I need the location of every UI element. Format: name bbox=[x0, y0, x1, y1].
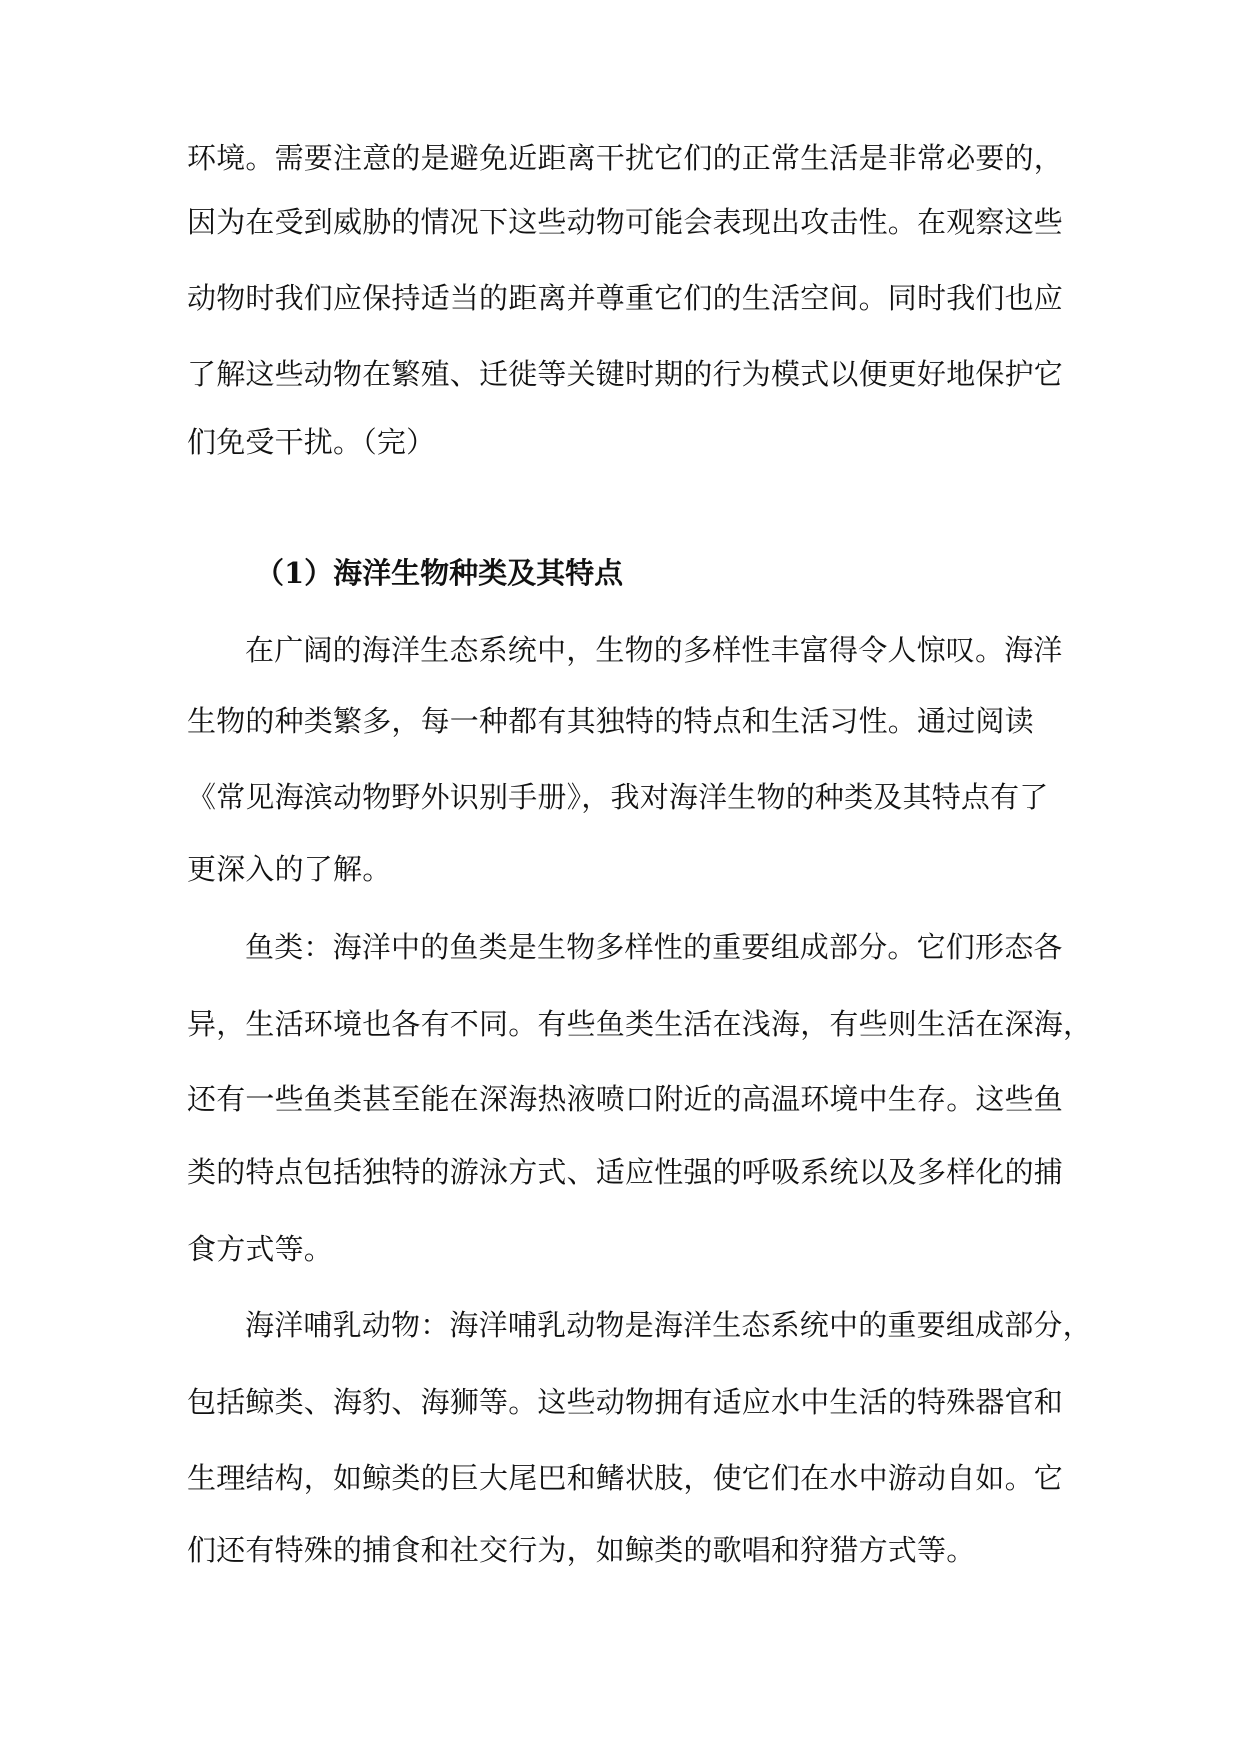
paragraph-3-line-1: 海洋哺乳动物：海洋哺乳动物是海洋生态系统中的重要组成部分， bbox=[245, 1308, 1092, 1342]
paragraph-2-line-1: 鱼类：海洋中的鱼类是生物多样性的重要组成部分。它们形态各 bbox=[245, 930, 1063, 964]
intro-line-5: 们免受干扰。（完） bbox=[187, 425, 436, 459]
intro-line-2: 因为在受到威胁的情况下这些动物可能会表现出攻击性。在观察这些 bbox=[187, 205, 1064, 239]
paragraph-3-line-3: 生理结构，如鲸类的巨大尾巴和鳍状肢，使它们在水中游动自如。它 bbox=[187, 1461, 1064, 1495]
paragraph-3-line-2: 包括鲸类、海豹、海狮等。这些动物拥有适应水中生活的特殊器官和 bbox=[187, 1385, 1064, 1419]
paragraph-1-line-2: 生物的种类繁多，每一种都有其独特的特点和生活习性。通过阅读 bbox=[187, 704, 1034, 738]
intro-line-3: 动物时我们应保持适当的距离并尊重它们的生活空间。同时我们也应 bbox=[187, 281, 1064, 315]
section-heading: （1）海洋生物种类及其特点 bbox=[255, 556, 624, 590]
intro-line-4: 了解这些动物在繁殖、迁徙等关键时期的行为模式以便更好地保护它 bbox=[187, 357, 1064, 391]
paragraph-2-line-5: 食方式等。 bbox=[187, 1232, 334, 1266]
paragraph-3-line-4: 们还有特殊的捕食和社交行为，如鲸类的歌唱和狩猎方式等。 bbox=[187, 1533, 976, 1567]
paragraph-2-line-3: 还有一些鱼类甚至能在深海热液喷口附近的高温环境中生存。这些鱼 bbox=[187, 1082, 1064, 1116]
paragraph-1-line-1: 在广阔的海洋生态系统中，生物的多样性丰富得令人惊叹。海洋 bbox=[245, 633, 1063, 667]
intro-line-1: 环境。需要注意的是避免近距离干扰它们的正常生活是非常必要的， bbox=[187, 141, 1064, 175]
paragraph-2-line-4: 类的特点包括独特的游泳方式、适应性强的呼吸系统以及多样化的捕 bbox=[187, 1155, 1064, 1189]
paragraph-2-line-2: 异，生活环境也各有不同。有些鱼类生活在浅海，有些则生活在深海， bbox=[187, 1007, 1093, 1041]
paragraph-1-line-4: 更深入的了解。 bbox=[187, 852, 392, 886]
paragraph-1-line-3: 《常见海滨动物野外识别手册》，我对海洋生物的种类及其特点有了 bbox=[187, 780, 1049, 814]
